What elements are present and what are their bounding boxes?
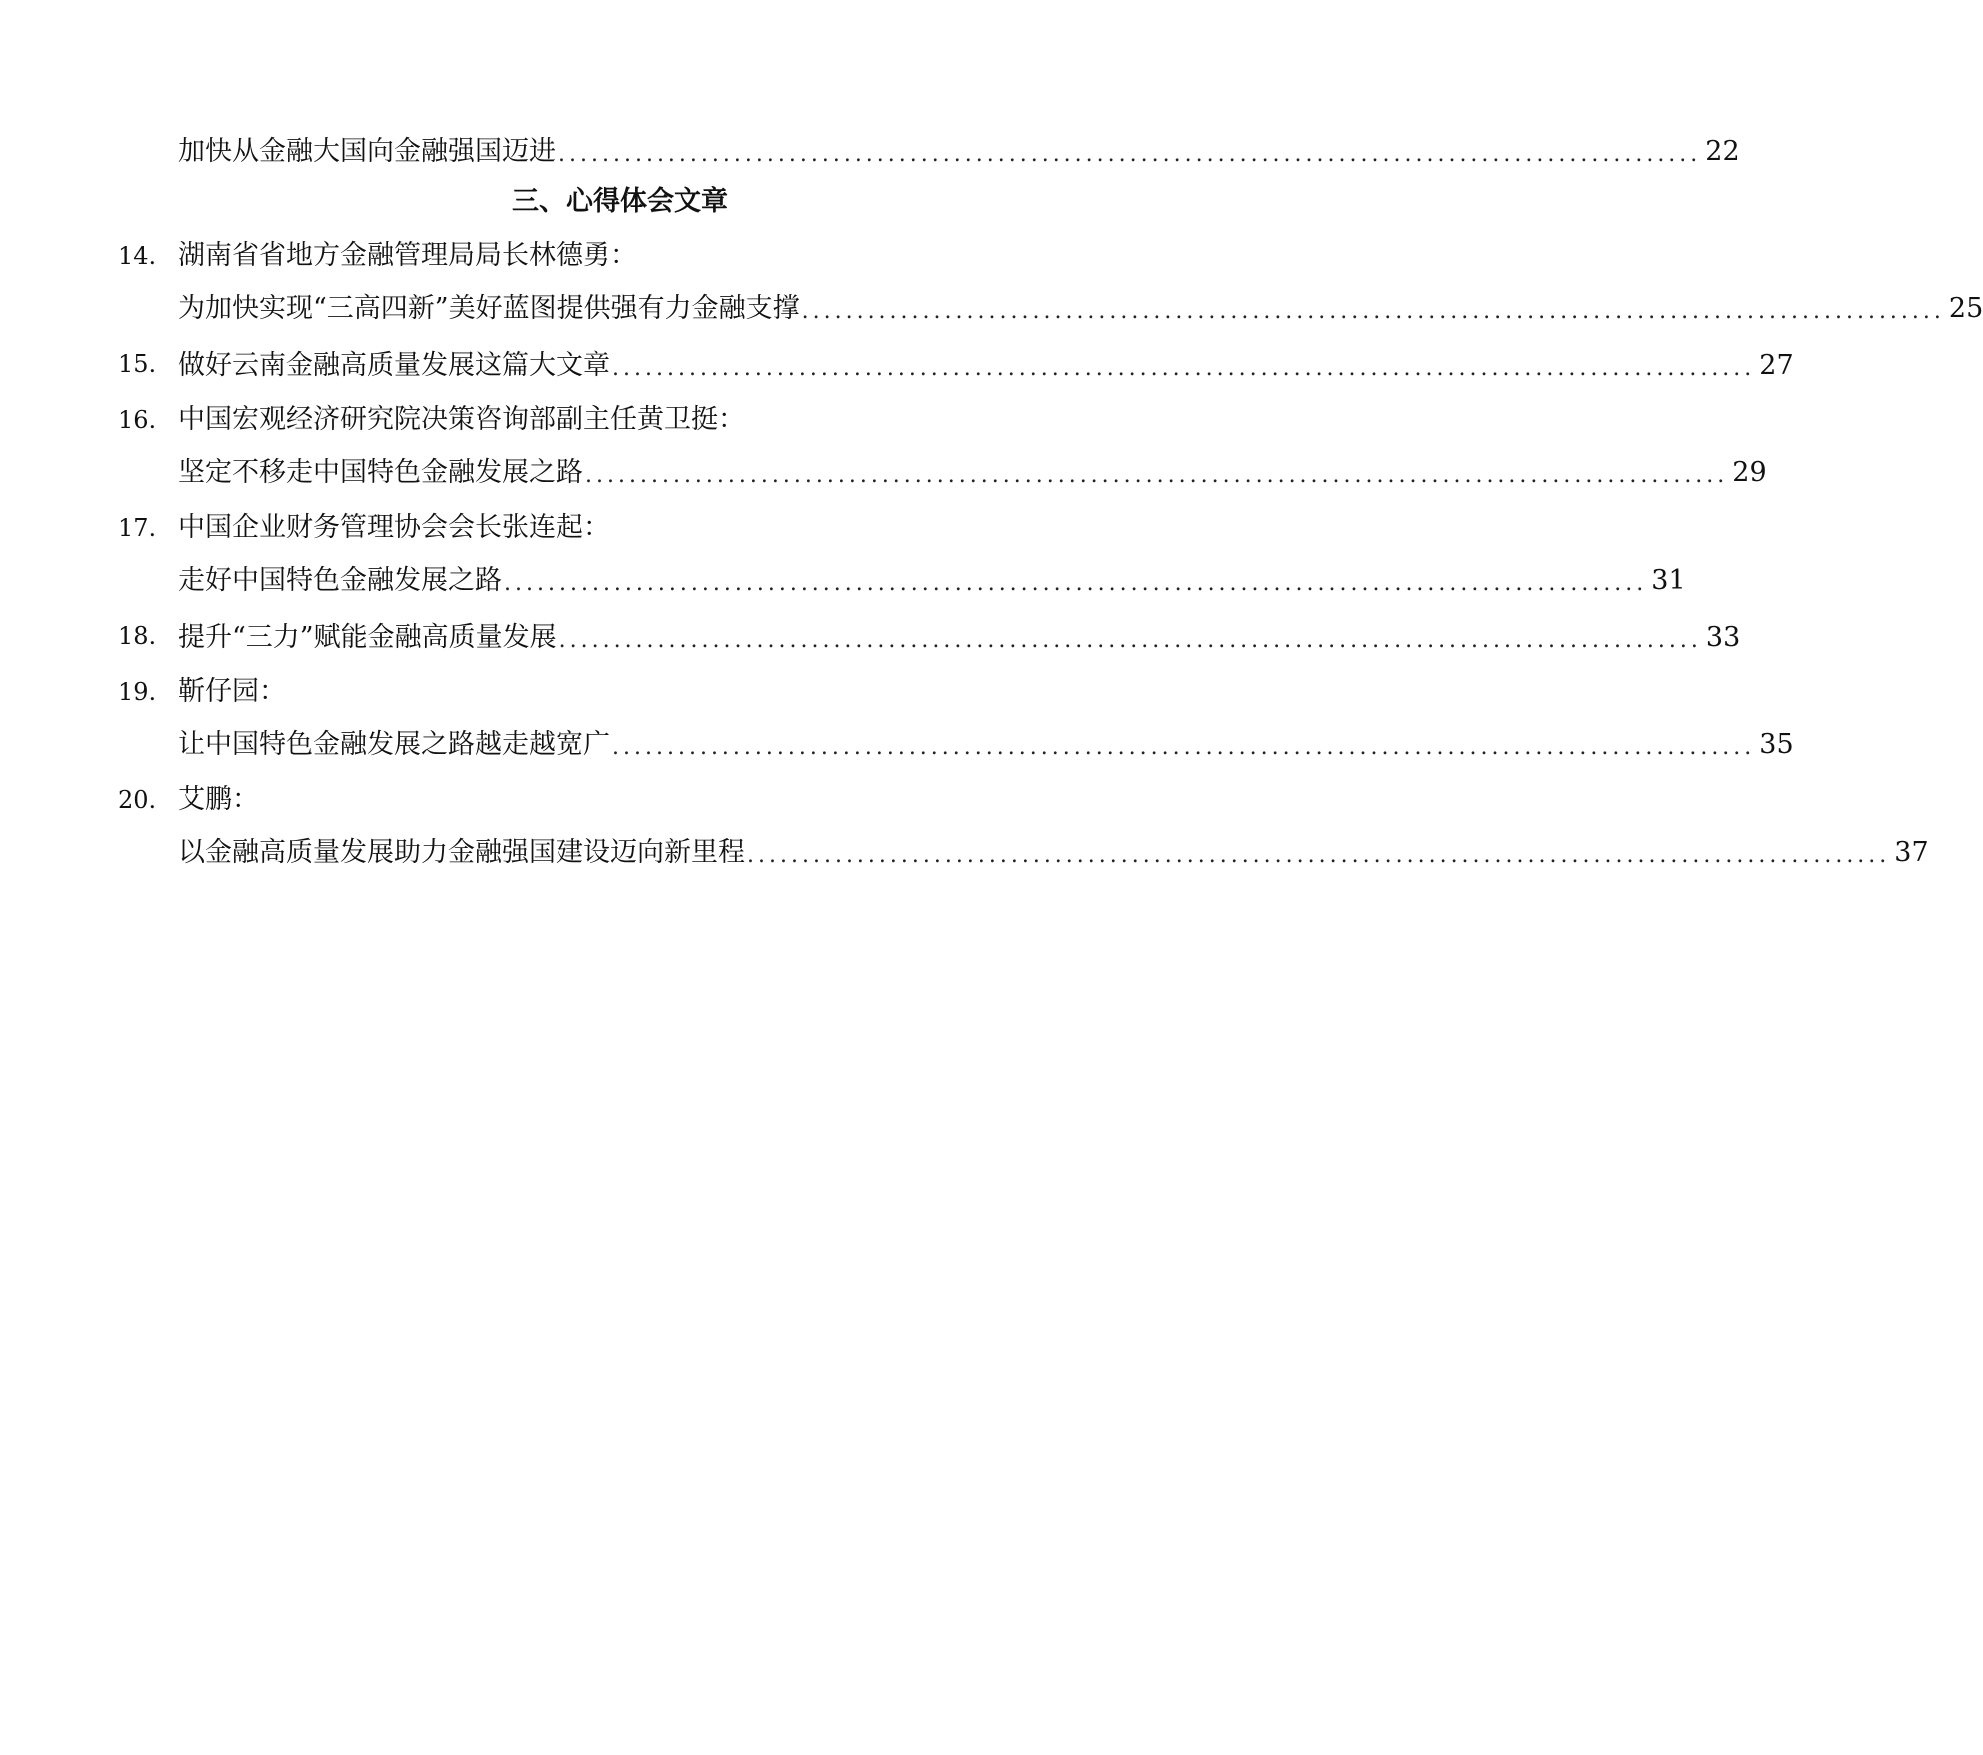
dot-leader: ........................................................................................................: [558, 628, 1702, 653]
dot-leader: ........................................................................................................: [612, 735, 1756, 760]
toc-entry-title: 让中国特色金融发展之路越走越宽广: [178, 729, 610, 760]
toc-entry-line[interactable]: [178, 344, 1794, 384]
toc-entry-author: 靳仔园：: [178, 676, 286, 707]
toc-entry-title: 以金融高质量发展助力金融强国建设迈向新里程: [178, 837, 745, 868]
toc-page-number: 35: [1759, 729, 1794, 760]
section-heading: 三、心得体会文章: [512, 186, 728, 217]
toc-entry-title: 提升“三力”赋能金融高质量发展: [178, 622, 557, 653]
dot-leader: ........................................................................................................: [801, 299, 1945, 324]
toc-entry-author: 湖南省省地方金融管理局局长林德勇：: [178, 240, 637, 271]
toc-entry-title: 做好云南金融高质量发展这篇大文章: [178, 350, 610, 381]
dot-leader: ........................................................................................................: [747, 843, 1891, 868]
toc-entry-number: 16.: [118, 406, 157, 434]
toc-entry-number: 17.: [118, 514, 157, 542]
toc-entry-author: 艾鹏：: [178, 784, 259, 815]
toc-entry-number: 14.: [118, 242, 157, 270]
toc-page-number: 33: [1705, 622, 1741, 653]
toc-page-number: 31: [1651, 565, 1686, 596]
dot-leader: ........................................................................................................: [612, 356, 1756, 381]
toc-entry-line[interactable]: [178, 616, 1741, 656]
toc-page-number: 22: [1705, 136, 1740, 167]
toc-page-number: 27: [1759, 350, 1794, 381]
toc-entry-title: 坚定不移走中国特色金融发展之路: [178, 457, 583, 488]
toc-entry-title: 加快从金融大国向金融强国迈进: [178, 136, 556, 167]
toc-entry-line[interactable]: [178, 451, 1767, 491]
toc-entry-line[interactable]: [178, 831, 1929, 871]
toc-entry-number: 18.: [118, 622, 157, 650]
toc-entry-line[interactable]: [178, 287, 1983, 327]
dot-leader: ........................................................................................................: [585, 463, 1729, 488]
toc-entry-number: 20.: [118, 786, 157, 814]
toc-entry-line[interactable]: [178, 723, 1794, 763]
dot-leader: ........................................................................................................: [504, 571, 1648, 596]
toc-entry-title: 为加快实现“三高四新”美好蓝图提供强有力金融支撑: [178, 293, 800, 324]
toc-page-number: 37: [1894, 837, 1929, 868]
toc-entry-author: 中国企业财务管理协会会长张连起：: [178, 512, 610, 543]
toc-entry-line[interactable]: [178, 130, 1740, 170]
toc-entry-number: 15.: [118, 350, 157, 378]
toc-entry-author: 中国宏观经济研究院决策咨询部副主任黄卫挺：: [178, 404, 745, 435]
toc-entry-number: 19.: [118, 678, 157, 706]
toc-page-number: 25: [1948, 293, 1983, 324]
toc-page-number: 29: [1732, 457, 1767, 488]
toc-entry-title: 走好中国特色金融发展之路: [178, 565, 502, 596]
dot-leader: ........................................................................................................: [558, 142, 1702, 167]
toc-entry-line[interactable]: [178, 559, 1686, 599]
